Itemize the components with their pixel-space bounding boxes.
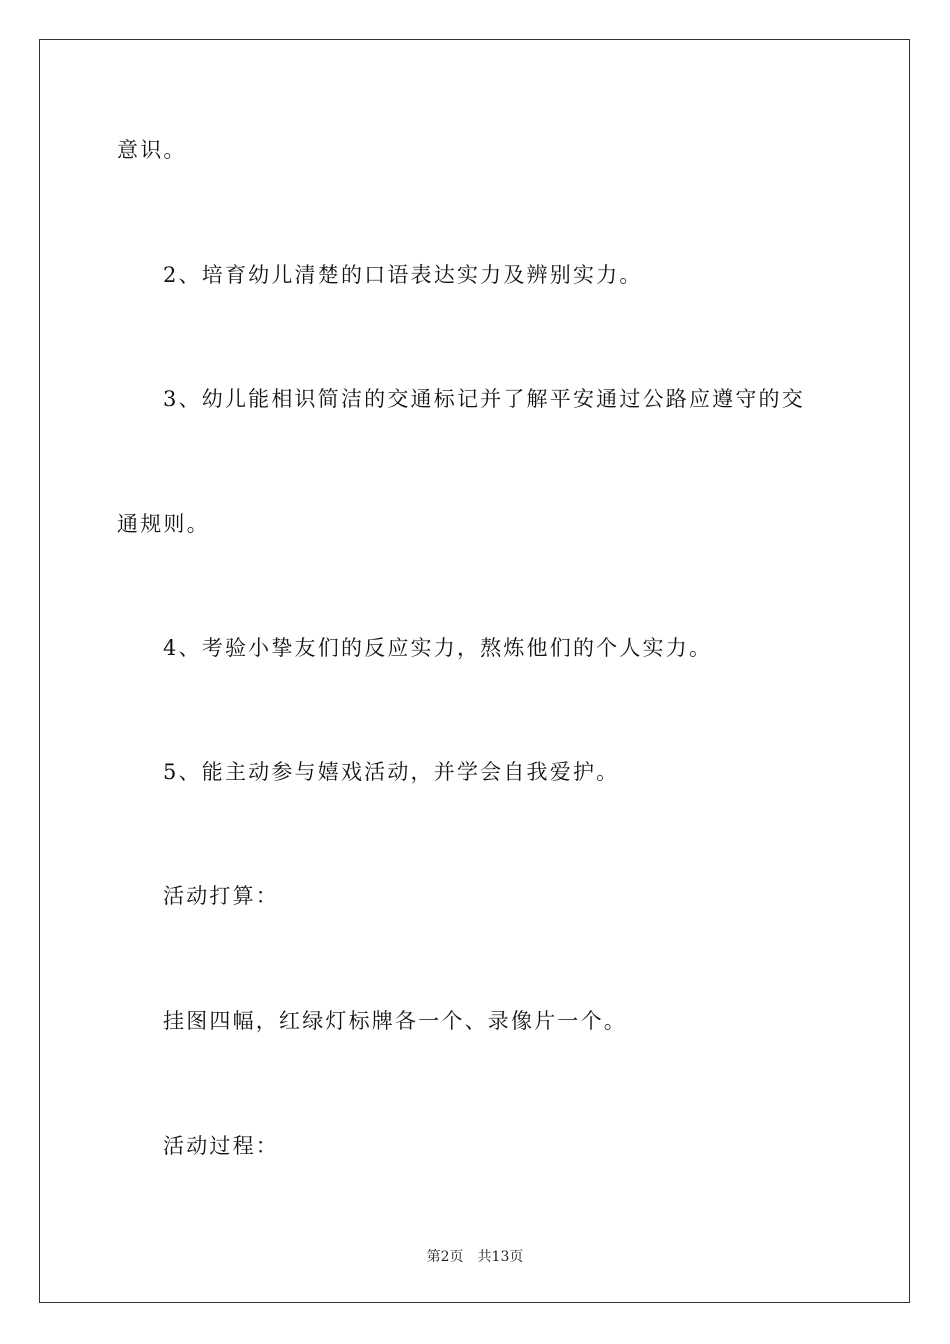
- section-heading: 活动打算：: [163, 884, 279, 908]
- paragraph-line: 4、考验小挚友们的反应实力，熬炼他们的个人实力。: [163, 636, 713, 660]
- paragraph-line: 2、培育幼儿清楚的口语表达实力及辨别实力。: [163, 263, 643, 287]
- page-footer: [0, 1247, 950, 1267]
- page-total: 共13页: [477, 1249, 524, 1265]
- page-frame: [39, 39, 910, 1303]
- paragraph-line: 3、幼儿能相识简洁的交通标记并了解平安通过公路应遵守的交: [163, 387, 805, 411]
- paragraph-line: 挂图四幅，红绿灯标牌各一个、录像片一个。: [163, 1009, 627, 1033]
- page-number: 第2页: [426, 1249, 464, 1265]
- paragraph-line: 5、能主动参与嬉戏活动，并学会自我爱护。: [163, 760, 620, 784]
- paragraph-line: 通规则。: [117, 512, 210, 536]
- section-heading: 活动过程：: [163, 1134, 279, 1158]
- paragraph-line: 意识。: [117, 138, 187, 162]
